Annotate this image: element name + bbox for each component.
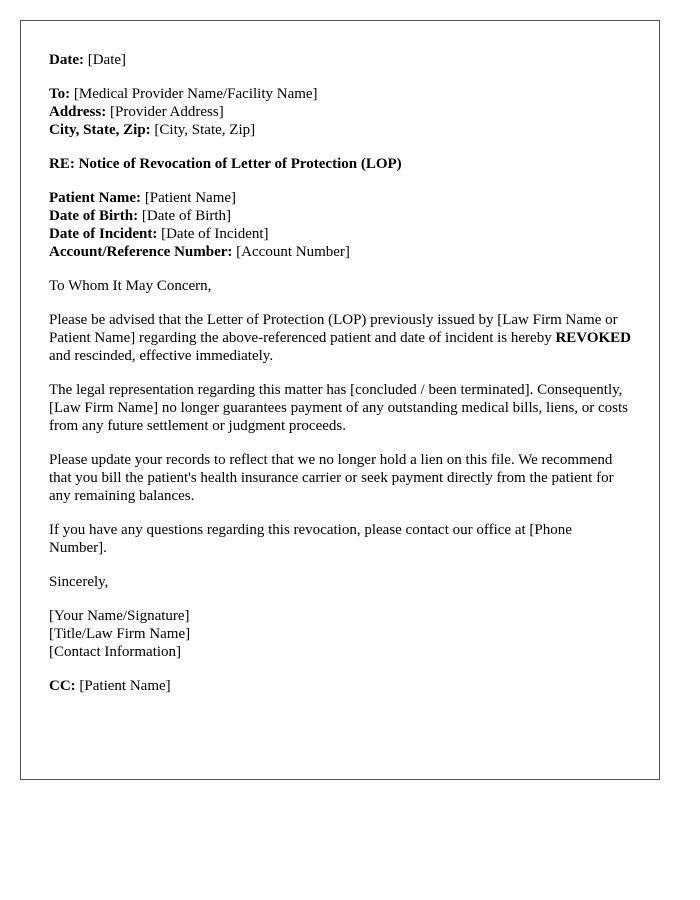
signature-contact: [Contact Information] [49, 644, 182, 660]
to-line [49, 85, 631, 103]
signature-block [49, 607, 631, 661]
date-label: Date: [49, 52, 84, 68]
date-block [49, 51, 631, 69]
to-label: To: [49, 86, 71, 102]
body-paragraph-records: Please update your records to reflect that we no longer hold a lien on this file. We recommend that you bill the patient's health insurance carrier or seek payment directly from the patient for any remaining balances. [49, 452, 614, 504]
address-line [49, 103, 631, 121]
patient-name-label: Patient Name: [49, 190, 142, 206]
salutation: To Whom It May Concern, [49, 278, 212, 294]
body-paragraph-representation: The legal representation regarding this matter has [concluded / been terminated]. Consequently, [Law Firm Name] no longer guarantees payment of any outstanding medical bills, liens, or costs from any future settlement or judgment proceeds. [49, 382, 629, 434]
cc-line [49, 677, 631, 695]
account-number-line [49, 243, 631, 261]
cc-value: [Patient Name] [79, 678, 171, 694]
body-paragraph-contact: If you have any questions regarding this revocation, please contact our office at [Phone Number]. [49, 522, 572, 556]
to-value: [Medical Provider Name/Facility Name] [73, 86, 318, 102]
recipient-block [49, 85, 631, 139]
revocation-text-after: and rescinded, effective immediately. [49, 348, 274, 364]
incident-date-value: [Date of Incident] [161, 226, 269, 242]
subject-line: RE: Notice of Revocation of Letter of Protection (LOP) [49, 156, 402, 172]
subject-block [49, 155, 631, 173]
patient-name-value: [Patient Name] [144, 190, 237, 206]
date-value: [Date] [87, 52, 127, 68]
patient-name-line [49, 189, 631, 207]
address-label: Address: [49, 104, 107, 120]
dob-line [49, 207, 631, 225]
cc-label: CC: [49, 678, 76, 694]
sign-off: Sincerely, [49, 574, 109, 590]
date-line [49, 51, 631, 69]
city-state-zip-line [49, 121, 631, 139]
dob-label: Date of Birth: [49, 208, 139, 224]
signature-title-firm: [Title/Law Firm Name] [49, 626, 191, 642]
city-state-zip-label: City, State, Zip: [49, 122, 151, 138]
incident-date-label: Date of Incident: [49, 226, 158, 242]
city-state-zip-value: [City, State, Zip] [154, 122, 256, 138]
revoked-emphasis: REVOKED [555, 330, 631, 346]
account-number-label: Account/Reference Number: [49, 244, 233, 260]
cc-block [49, 677, 631, 695]
incident-date-line [49, 225, 631, 243]
patient-info-block [49, 189, 631, 261]
dob-value: [Date of Birth] [141, 208, 232, 224]
account-number-value: [Account Number] [236, 244, 350, 260]
signature-name: [Your Name/Signature] [49, 608, 190, 624]
body-paragraph-revocation [49, 311, 631, 365]
letter-page [20, 20, 660, 780]
address-value: [Provider Address] [109, 104, 224, 120]
revocation-text-before: Please be advised that the Letter of Protection (LOP) previously issued by [Law Firm Name or Patient Name] regarding the above-referenced patient and date of incident is hereby [49, 312, 618, 346]
